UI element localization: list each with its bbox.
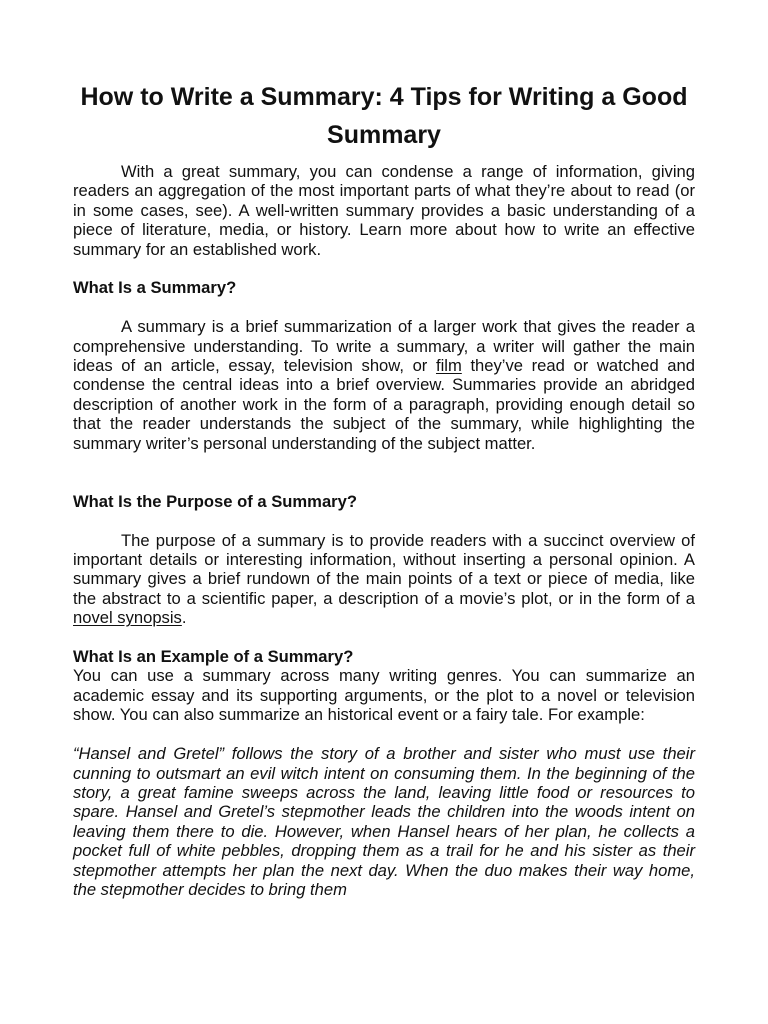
paragraph-text: they’ve read or watched and condense the central ideas into a brief overview. Summaries provide an abridged description of another work in the form of a paragraph, providing enough detail so that the reader understands the subject of the summary, while highlighting the summary writer’s personal understanding of the subject matter. — [73, 356, 695, 453]
spacer — [73, 511, 695, 530]
spacer — [73, 725, 695, 744]
spacer — [73, 628, 695, 647]
novel-synopsis-link[interactable]: novel synopsis — [73, 608, 182, 628]
example-intro-paragraph: You can use a summary across many writing genres. You can summarize an academic essay and its supporting arguments, or the plot to a novel or television show. You can also summarize an historical event or a fairy tale. For example: — [73, 666, 695, 725]
paragraph-text: A summary is a brief summarization of a larger work that gives the reader a comprehensive understanding. To write a summary, a writer will gather the main ideas of an article, essay, television show, or — [73, 317, 695, 376]
example-summary-paragraph: “Hansel and Gretel” follows the story of a brother and sister who must use their cunning to outsmart an evil witch intent on consuming them. In the beginning of the story, a great famine sweeps across the land, leaving little food or resources to spare. Hansel and Gretel’s stepmother leads the children into the woods intent on leaving them there to die. However, when Hansel hears of her plan, he collects a pocket full of white pebbles, dropping them as a trail for he and his sister as their stepmother attempts her plan the next day. When the duo makes their way home, the stepmother decides to bring them — [73, 744, 695, 899]
document-page — [73, 78, 695, 899]
section-heading-what-is-summary: What Is a Summary? — [73, 278, 237, 298]
paragraph-text: . — [181, 608, 187, 628]
section-heading-purpose: What Is the Purpose of a Summary? — [73, 491, 357, 511]
paragraph-text: The purpose of a summary is to provide readers with a succinct overview of important details or interesting information, without inserting a personal opinion. A summary gives a brief rundown of the main points of a text or piece of media, like the abstract to a scientific paper, a description of a movie’s plot, or in the form of a — [73, 530, 695, 608]
spacer — [73, 298, 695, 317]
intro-paragraph: With a great summary, you can condense a range of information, giving readers an aggregation of the most important parts of what they’re about to read (or in some cases, see). A well-written summary provides a basic understanding of a piece of literature, media, or history. Learn more about how to write an effective summary for an established work. — [73, 162, 695, 259]
section-heading-example: What Is an Example of a Summary? — [73, 647, 354, 667]
spacer — [73, 453, 695, 492]
film-link[interactable]: film — [435, 356, 462, 376]
spacer — [73, 259, 695, 278]
summary-definition-paragraph — [73, 317, 695, 453]
purpose-paragraph — [73, 531, 695, 628]
page-title: How to Write a Summary: 4 Tips for Writing a Good Summary — [80, 83, 688, 149]
